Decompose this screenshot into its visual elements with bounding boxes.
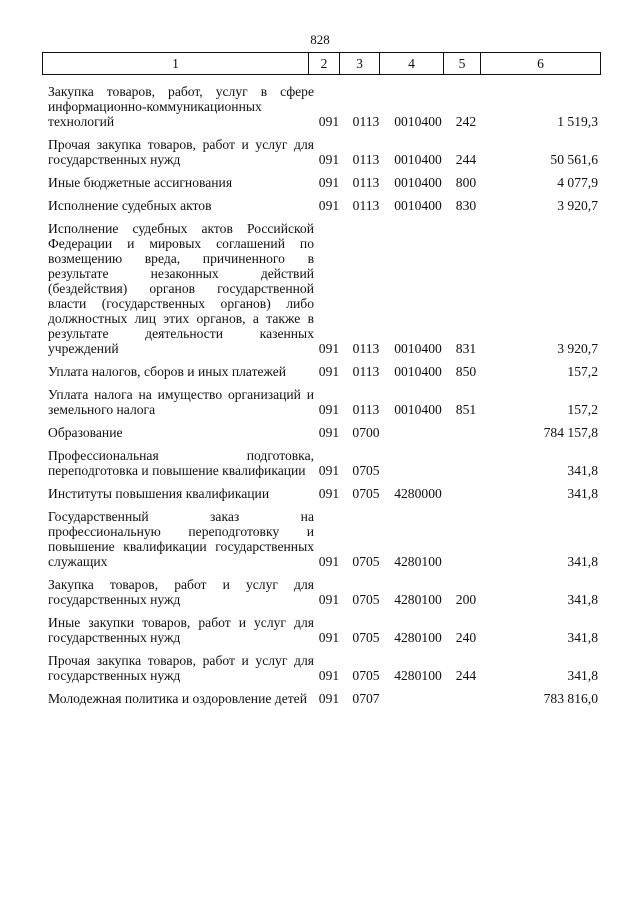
row-description: Государственный заказ на профессиональную переподготовку и повышение квалификации государственных служащих: [48, 509, 314, 569]
row-description: Закупка товаров, работ, услуг в сфере информационно-коммуникационных технологий: [48, 84, 314, 129]
row-target-code: 0010400: [394, 364, 442, 379]
row-amount: 157,2: [567, 364, 598, 379]
row-target-code: 4280100: [394, 554, 442, 569]
row-description: Исполнение судебных актов Российской Федерации и мировых соглашений по возмещению вреда, причиненного в результате незаконных действий (бездействия) органов государственной власти (государственных органов) либо должностных лиц этих органов, а также в результате деятельности казенных учреждений: [48, 221, 314, 356]
row-target-code: 4280100: [394, 668, 442, 683]
row-target-code: 0010400: [394, 402, 442, 417]
row-section-code: 0113: [352, 402, 380, 417]
row-ministry-code: 091: [318, 592, 340, 607]
table-row: [42, 425, 602, 440]
row-section-code: 0113: [352, 114, 380, 129]
row-ministry-code: 091: [318, 668, 340, 683]
row-target-code: 0010400: [394, 114, 442, 129]
table-row: [42, 448, 602, 478]
row-ministry-code: 091: [318, 691, 340, 706]
row-target-code: 4280000: [394, 486, 442, 501]
row-amount: 4 077,9: [557, 175, 598, 190]
row-description: Иные закупки товаров, работ и услуг для государственных нужд: [48, 615, 314, 645]
row-description: Молодежная политика и оздоровление детей: [48, 691, 307, 706]
table-header: [42, 52, 601, 75]
row-ministry-code: 091: [318, 152, 340, 167]
row-description: Исполнение судебных актов: [48, 198, 212, 213]
row-amount: 341,8: [567, 630, 598, 645]
header-col-6: 6: [481, 53, 601, 75]
row-section-code: 0113: [352, 341, 380, 356]
row-section-code: 0707: [352, 691, 380, 706]
table-row: [42, 364, 602, 379]
row-description: Прочая закупка товаров, работ и услуг для государственных нужд: [48, 653, 314, 683]
row-expense-type: 242: [455, 114, 477, 129]
row-amount: 1 519,3: [557, 114, 598, 129]
row-expense-type: 851: [455, 402, 477, 417]
table-row: [42, 198, 602, 213]
table-row: [42, 137, 602, 167]
table-row: [42, 486, 602, 501]
row-expense-type: 244: [455, 668, 477, 683]
row-description: Профессиональная подготовка, переподготовка и повышение квалификации: [48, 448, 314, 478]
row-description: Иные бюджетные ассигнования: [48, 175, 233, 190]
table-row: [42, 84, 602, 129]
row-section-code: 0705: [352, 630, 380, 645]
row-ministry-code: 091: [318, 364, 340, 379]
row-expense-type: 244: [455, 152, 477, 167]
header-col-2: 2: [309, 53, 340, 75]
row-target-code: 0010400: [394, 341, 442, 356]
row-section-code: 0705: [352, 668, 380, 683]
row-ministry-code: 091: [318, 486, 340, 501]
page-number: 828: [310, 32, 330, 47]
row-description: Институты повышения квалификации: [48, 486, 270, 501]
row-section-code: 0113: [352, 198, 380, 213]
table-row: [42, 615, 602, 645]
row-section-code: 0705: [352, 463, 380, 478]
row-target-code: 4280100: [394, 592, 442, 607]
table-row: [42, 175, 602, 190]
row-ministry-code: 091: [318, 425, 340, 440]
row-expense-type: 830: [455, 198, 477, 213]
header-col-3: 3: [340, 53, 380, 75]
table-row: [42, 221, 602, 356]
row-description: Уплата налога на имущество организаций и земельного налога: [48, 387, 314, 417]
row-description: Закупка товаров, работ и услуг для государственных нужд: [48, 577, 314, 607]
table-row: [42, 387, 602, 417]
row-amount: 341,8: [567, 463, 598, 478]
budget-table-body: [42, 84, 602, 714]
row-ministry-code: 091: [318, 463, 340, 478]
row-amount: 783 816,0: [543, 691, 598, 706]
row-target-code: 0010400: [394, 175, 442, 190]
row-expense-type: 200: [455, 592, 477, 607]
row-target-code: 4280100: [394, 630, 442, 645]
row-expense-type: 831: [455, 341, 477, 356]
row-section-code: 0113: [352, 364, 380, 379]
row-ministry-code: 091: [318, 175, 340, 190]
row-amount: 341,8: [567, 668, 598, 683]
row-ministry-code: 091: [318, 341, 340, 356]
row-ministry-code: 091: [318, 554, 340, 569]
row-ministry-code: 091: [318, 114, 340, 129]
row-ministry-code: 091: [318, 198, 340, 213]
header-col-5: 5: [444, 53, 481, 75]
row-description: Образование: [48, 425, 123, 440]
row-description: Прочая закупка товаров, работ и услуг для государственных нужд: [48, 137, 314, 167]
row-amount: 50 561,6: [550, 152, 598, 167]
row-section-code: 0113: [352, 152, 380, 167]
table-row: [42, 577, 602, 607]
row-ministry-code: 091: [318, 630, 340, 645]
row-section-code: 0700: [352, 425, 380, 440]
row-ministry-code: 091: [318, 402, 340, 417]
row-expense-type: 850: [455, 364, 477, 379]
header-col-1: 1: [43, 53, 309, 75]
row-amount: 3 920,7: [557, 341, 598, 356]
table-row: [42, 509, 602, 569]
row-amount: 341,8: [567, 486, 598, 501]
row-amount: 784 157,8: [543, 425, 598, 440]
row-target-code: 0010400: [394, 198, 442, 213]
row-section-code: 0705: [352, 554, 380, 569]
row-description: Уплата налогов, сборов и иных платежей: [48, 364, 287, 379]
row-target-code: 0010400: [394, 152, 442, 167]
row-amount: 341,8: [567, 554, 598, 569]
row-section-code: 0113: [352, 175, 380, 190]
row-expense-type: 240: [455, 630, 477, 645]
row-section-code: 0705: [352, 486, 380, 501]
table-row: [42, 691, 602, 706]
header-col-4: 4: [380, 53, 444, 75]
row-amount: 3 920,7: [557, 198, 598, 213]
table-row: [42, 653, 602, 683]
row-expense-type: 800: [455, 175, 477, 190]
row-section-code: 0705: [352, 592, 380, 607]
row-amount: 157,2: [567, 402, 598, 417]
row-amount: 341,8: [567, 592, 598, 607]
